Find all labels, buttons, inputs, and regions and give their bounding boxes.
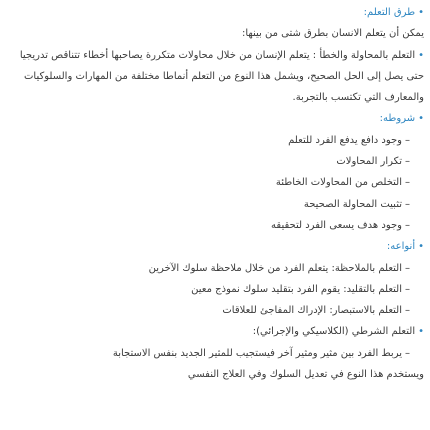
dash-marker: – xyxy=(405,219,410,231)
line-text: وجود هدف يسعى الفرد لتحقيقه xyxy=(271,219,402,231)
dash-marker: – xyxy=(405,198,410,210)
line-text: طرق التعلم: xyxy=(363,7,416,18)
bullet-marker: • xyxy=(418,49,424,61)
line-text: وجود دافع يدفع الفرد للتعلم xyxy=(288,134,402,146)
bullet-marker: • xyxy=(418,326,424,338)
dash-marker: – xyxy=(405,262,410,274)
paragraph-line xyxy=(6,87,424,108)
line-text: تكرار المحاولات xyxy=(336,156,402,168)
section-heading xyxy=(6,108,424,129)
line-text: التعلم الشرطي (الكلاسيكي والإجرائي): xyxy=(252,326,416,338)
section-heading xyxy=(6,2,424,23)
line-text: التعلم بالمحاولة والخطأ : يتعلم الإنسان من خلال محاولات متكررة يصاحبها أخطاء تتناقص تدريجيا xyxy=(19,49,416,61)
line-text: أنواعه: xyxy=(386,241,416,253)
line-text: حتى يصل إلى الحل الصحيح، ويشمل هذا النوع من التعلم أنماطا مختلفة من المهارات والسلوكيات xyxy=(24,70,424,82)
paragraph-line xyxy=(6,23,424,44)
paragraph-line xyxy=(6,321,424,342)
line-text: شروطه: xyxy=(379,113,416,125)
list-item xyxy=(6,130,424,151)
paragraph-line xyxy=(6,45,424,66)
dash-marker: – xyxy=(405,134,410,146)
line-text: يربط الفرد بين مثير ومثير آخر فيستجيب للمثير الجديد بنفس الاستجابة xyxy=(112,347,402,359)
line-text: والمعارف التي تكتسب بالتجربة. xyxy=(292,92,424,104)
bullet-marker: • xyxy=(418,241,424,253)
bullet-marker: • xyxy=(418,113,424,125)
line-text: التخلص من المحاولات الخاطئة xyxy=(275,177,402,189)
line-text: تثبيت المحاولة الصحيحة xyxy=(303,198,402,210)
dash-marker: – xyxy=(405,156,410,168)
line-text: يمكن أن يتعلم الانسان بطرق شتى من بينها: xyxy=(241,28,424,40)
section-heading xyxy=(6,236,424,257)
list-item xyxy=(6,172,424,193)
dash-marker: – xyxy=(405,347,410,359)
bullet-marker: • xyxy=(418,7,424,18)
line-text: التعلم بالملاحظة: يتعلم الفرد من خلال ملاحظة سلوك الآخرين xyxy=(148,262,402,274)
list-item xyxy=(6,258,424,279)
list-item xyxy=(6,279,424,300)
paragraph-line xyxy=(6,364,424,385)
list-item xyxy=(6,300,424,321)
list-item xyxy=(6,194,424,215)
line-text: ويستخدم هذا النوع في تعديل السلوك وفي العلاج النفسي xyxy=(187,369,424,381)
list-item xyxy=(6,343,424,364)
line-text: التعلم بالتقليد: يقوم الفرد بتقليد سلوك نموذج معين xyxy=(191,283,402,295)
line-text: التعلم بالاستبصار: الإدراك المفاجئ للعلاقات xyxy=(222,305,402,317)
dash-marker: – xyxy=(405,283,410,295)
list-item xyxy=(6,151,424,172)
list-item xyxy=(6,215,424,236)
dash-marker: – xyxy=(405,305,410,317)
paragraph-line xyxy=(6,66,424,87)
dash-marker: – xyxy=(405,177,410,189)
